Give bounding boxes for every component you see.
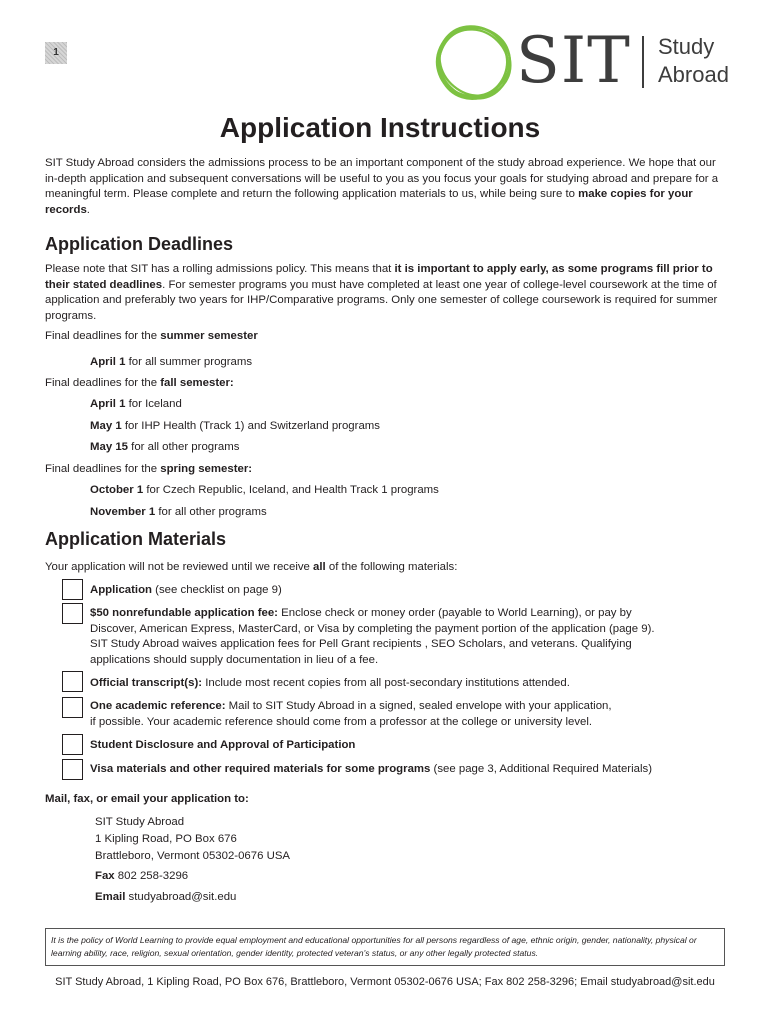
deadline-item: April 1 for Iceland [90, 398, 182, 410]
transcript-checkbox[interactable] [62, 671, 83, 692]
logo-wordmark: SIT [516, 24, 631, 98]
materials-intro: Your application will not be reviewed until we receive all of the following materials: [45, 561, 458, 573]
material-item-application: Application (see checklist on page 9) [90, 584, 282, 596]
materials-heading: Application Materials [45, 529, 227, 549]
email-link[interactable]: studyabroad@sit.edu [125, 891, 237, 903]
summer-deadlines-label: Final deadlines for the summer semester [45, 330, 258, 342]
page-title: Application Instructions [219, 112, 541, 143]
email-line: Email studyabroad@sit.edu [95, 891, 237, 903]
sit-study-abroad-logo [430, 22, 750, 102]
deadlines-heading: Application Deadlines [45, 234, 234, 254]
deadline-item: May 15 for all other programs [90, 441, 240, 453]
deadline-item: May 1 for IHP Health (Track 1) and Switzerland programs [90, 420, 380, 432]
material-item-reference: One academic reference: Mail to SIT Study Abroad in a signed, sealed envelope with your application, if possible. Your academic reference should come from a professor at the college or university level. [90, 700, 612, 728]
page-footer: SIT Study Abroad, 1 Kipling Road, PO Box 676, Brattleboro, Vermont 05302-0676 USA; Fax 802 258-3296; Email studyabroad@sit.edu [55, 976, 715, 988]
application-checkbox[interactable] [62, 579, 83, 600]
deadline-item: April 1 for all summer programs [90, 356, 253, 368]
disclosure-checkbox[interactable] [62, 734, 83, 755]
intro-paragraph: SIT Study Abroad considers the admissions process to be an important component of the study abroad experience. We hope that our in-depth application and subsequent conversations will be useful to you as you focus your goals for studying abroad and prepare for a meaningful term. Please complete and return the following application materials to us, while being sure to make copies for your records. [45, 157, 719, 216]
fall-deadlines-label: Final deadlines for the fall semester: [45, 377, 234, 389]
material-item-fee: $50 nonrefundable application fee: Enclose check or money order (payable to World Learning), or pay by Discover, American Express, MasterCard, or Visa by completing the payment portion of the application (page 9). SIT Study Abroad waives application fees for Pell Grant recipients , SEO Scholars, and veterans. Qualifying applications should supply documentation in lieu of a fee. [90, 607, 655, 666]
material-item-transcript: Official transcript(s): Include most recent copies from all post-secondary institutions attended. [90, 677, 570, 689]
logo-divider [642, 36, 644, 88]
mail-heading: Mail, fax, or email your application to: [45, 793, 249, 805]
logo-line1: Study [658, 34, 715, 59]
reference-checkbox[interactable] [62, 697, 83, 718]
logo-line2: Abroad [658, 62, 729, 87]
material-item-visa: Visa materials and other required materials for some programs (see page 3, Additional Required Materials) [90, 763, 652, 775]
address-line3: Brattleboro, Vermont 05302-0676 USA [95, 850, 291, 862]
address-line2: 1 Kipling Road, PO Box 676 [95, 833, 237, 845]
application-fee-checkbox[interactable] [62, 603, 83, 624]
deadlines-paragraph: Please note that SIT has a rolling admissions policy. This means that it is important to apply early, as some programs fill prior to their stated deadlines. For semester programs you must have completed at least one year of college-level coursework at the time of application and preferably two years for IHP/Comparative programs. Only one semester of college coursework is required for summer programs. [45, 263, 718, 322]
material-item-disclosure: Student Disclosure and Approval of Participation [90, 739, 356, 751]
spring-deadlines-label: Final deadlines for the spring semester: [45, 463, 253, 475]
visa-materials-checkbox[interactable] [62, 759, 83, 780]
deadline-item: October 1 for Czech Republic, Iceland, and Health Track 1 programs [90, 484, 439, 496]
address-line1: SIT Study Abroad [95, 816, 185, 828]
fax-line: Fax 802 258-3296 [95, 870, 189, 882]
equal-opportunity-policy: It is the policy of World Learning to provide equal employment and educational opportunities for all persons regardless of age, ethnic origin, gender, nationality, physical or learning ability, race, religion, sexual orientation, gender identity, protected veteran's status, or any other legally protected status. [45, 928, 725, 966]
deadline-item: November 1 for all other programs [90, 506, 267, 518]
page-number: 1 [45, 42, 67, 64]
green-ring-icon [430, 22, 516, 102]
